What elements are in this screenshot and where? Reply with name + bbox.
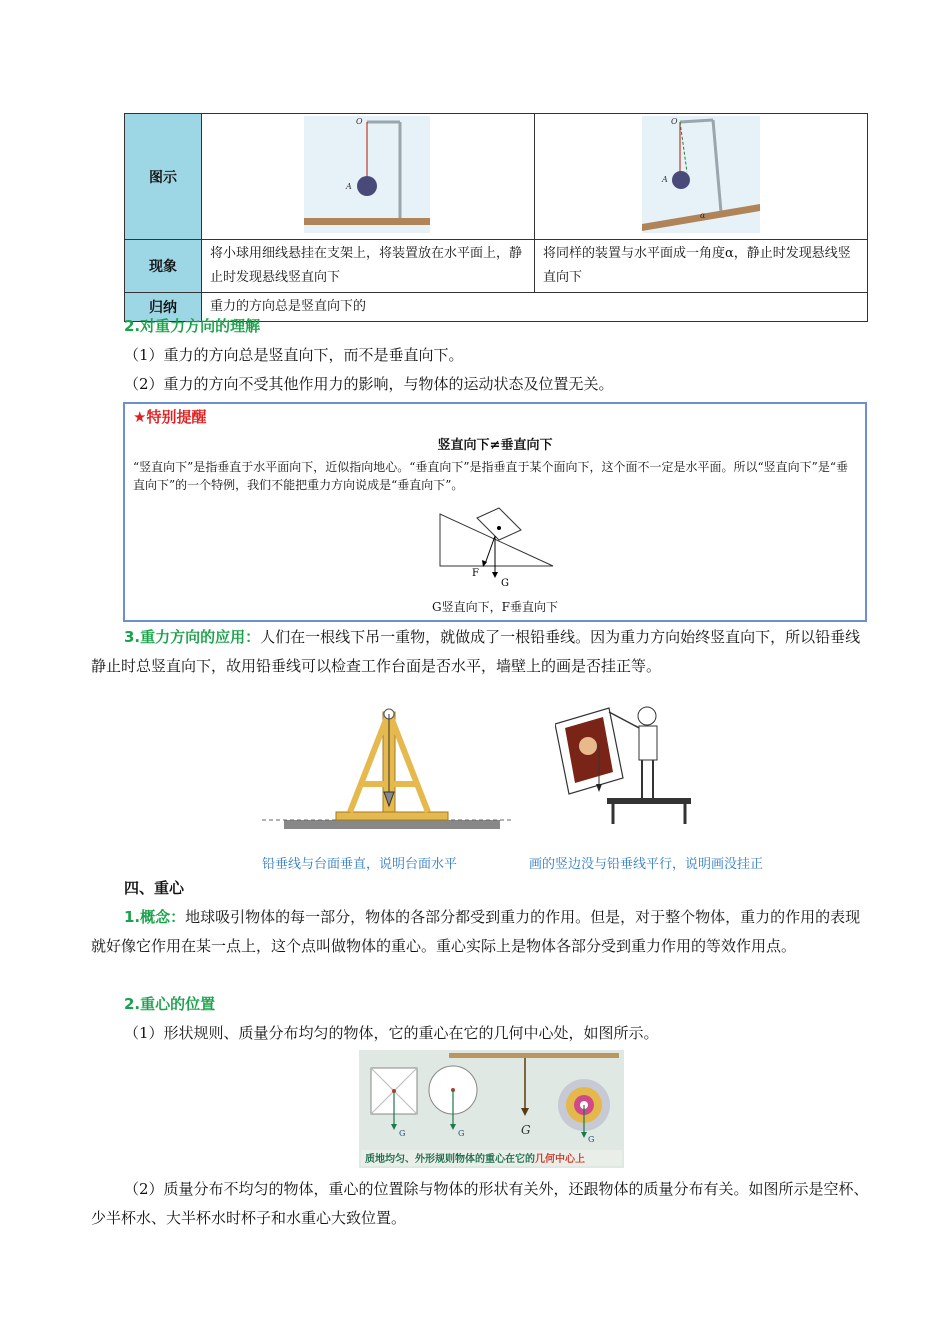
picture-hanging-figure	[555, 694, 695, 826]
position-heading: 2.重心的位置	[124, 995, 216, 1013]
svg-text:F: F	[472, 568, 479, 579]
svg-text:G: G	[501, 578, 509, 589]
row-label-figure: 图示	[125, 114, 202, 240]
row-label-phenomenon: 现象	[125, 240, 202, 293]
phenomenon-horizontal: 将小球用细线悬挂在支架上，将装置放在水平面上，静止时发现悬线竖直向下	[202, 240, 535, 293]
reminder-caption: G竖直向下，F垂直向下	[432, 600, 558, 614]
special-reminder-box	[123, 402, 867, 622]
plumb-line-table-figure	[262, 704, 512, 836]
section3-heading: 3.重力方向的应用：	[124, 628, 261, 646]
position-item1: （1）形状规则、质量分布均匀的物体，它的重心在它的几何中心处，如图所示。	[124, 1024, 659, 1042]
section2-item1: （1）重力的方向总是竖直向下，而不是垂直向下。	[124, 346, 464, 364]
svg-text:α: α	[700, 211, 706, 220]
row-label-summary: 归纳	[125, 293, 202, 322]
section2-heading: 2.对重力方向的理解	[124, 317, 261, 335]
concept-paragraph	[91, 903, 871, 961]
pendulum-inclined-figure	[535, 114, 867, 235]
phenomenon-inclined: 将同样的装置与水平面成一角度α，静止时发现悬线竖直向下	[535, 240, 868, 293]
svg-text:质地均匀、外形规则物体的重心在它的几何中心上: 质地均匀、外形规则物体的重心在它的几何中心上	[365, 1154, 585, 1165]
svg-text:A: A	[662, 175, 668, 184]
section3-text: 人们在一根线下吊一重物，就做成了一根铅垂线。因为重力方向始终竖直向下，所以铅垂线静止时总竖直向下，故用铅垂线可以检查工作台面是否水平，墙壁上的画是否挂正等。	[91, 628, 861, 675]
section3-paragraph	[91, 623, 871, 681]
summary-cell: 重力的方向总是竖直向下的	[202, 293, 868, 322]
svg-text:G: G	[399, 1129, 406, 1138]
svg-text:G: G	[588, 1135, 595, 1144]
svg-text:O: O	[671, 117, 678, 126]
figure-cell-inclined	[535, 114, 868, 240]
center-of-gravity-figure	[359, 1050, 624, 1168]
reminder-subtitle: 竖直向下≠垂直向下	[437, 438, 553, 453]
svg-text:G: G	[458, 1129, 465, 1138]
plumb-caption-right: 画的竖边没与铅垂线平行，说明画没挂正	[529, 857, 764, 872]
section4-heading: 四、重心	[124, 879, 185, 897]
figure-cell-horizontal	[202, 114, 535, 240]
svg-text:O: O	[356, 117, 363, 126]
svg-text:G: G	[521, 1123, 531, 1137]
experiment-table	[124, 113, 868, 322]
reminder-title: ★特别提醒	[133, 408, 207, 426]
concept-text: 地球吸引物体的每一部分，物体的各部分都受到重力的作用。但是，对于整个物体，重力的作用的表现就好像它作用在某一点上，这个点叫做物体的重心。重心实际上是物体各部分受到重力作用的等效作用点。	[91, 908, 861, 955]
incline-force-diagram	[435, 502, 559, 594]
pendulum-horizontal-figure	[202, 114, 534, 235]
plumb-caption-left: 铅垂线与台面垂直，说明台面水平	[262, 857, 458, 872]
position-item2: （2）质量分布不均匀的物体，重心的位置除与物体的形状有关外，还跟物体的质量分布有关。如图所示是空杯、少半杯水、大半杯水时杯子和水重心大致位置。	[91, 1180, 869, 1227]
svg-text:A: A	[346, 182, 352, 191]
reminder-body: “竖直向下”是指垂直于水平面向下，近似指向地心。“垂直向下”是指垂直于某个面向下，这个面不一定是水平面。所以“竖直向下”是“垂直向下”的一个特例，我们不能把重力方向说成是“垂直向下”。	[133, 460, 848, 492]
section2-item2: （2）重力的方向不受其他作用力的影响，与物体的运动状态及位置无关。	[124, 375, 614, 393]
concept-label: 1.概念：	[124, 908, 186, 926]
